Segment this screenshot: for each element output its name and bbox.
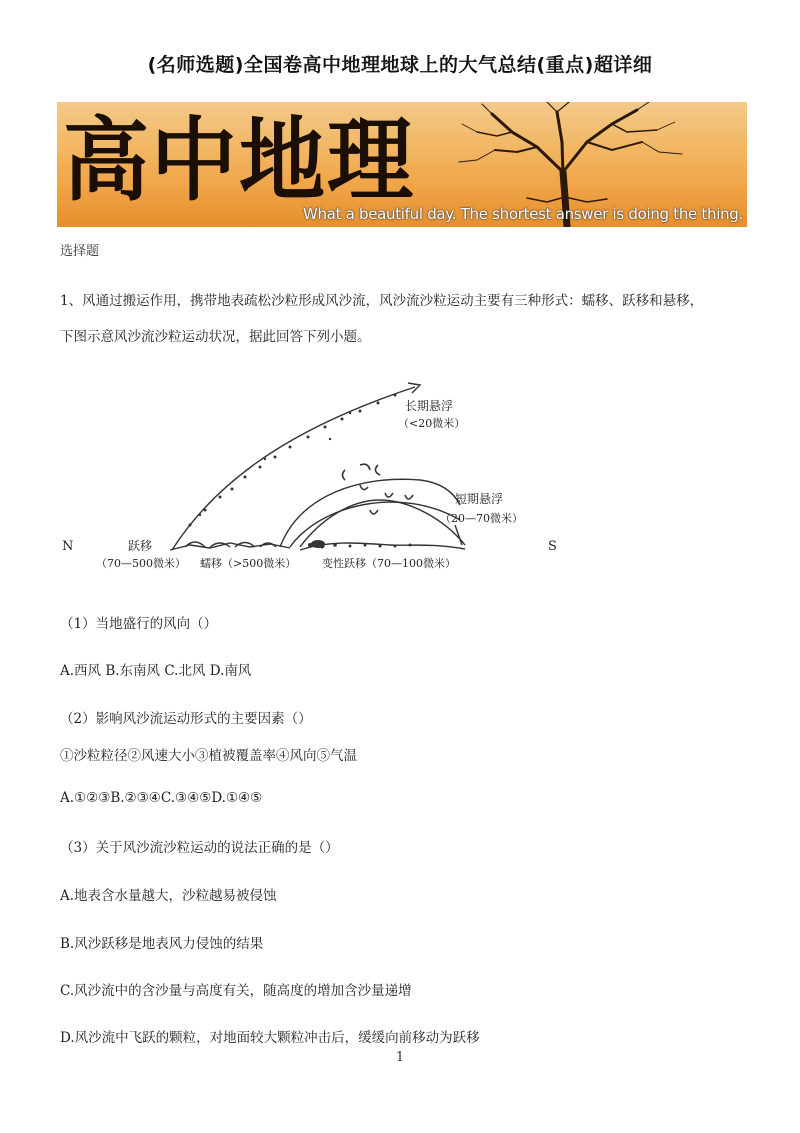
south-label: S	[548, 539, 557, 554]
sub3-option-d: D.风沙流中飞跃的颗粒，对地面较大颗粒冲击后，缓缓向前移动为跃移	[60, 1030, 480, 1046]
page-number: 1	[395, 1050, 405, 1065]
saltation-size: （70—500微米）	[96, 557, 186, 570]
section-label: 选择题	[60, 244, 100, 259]
sub3-option-a: A.地表含水量越大，沙粒越易被侵蚀	[60, 888, 277, 904]
north-label: N	[62, 539, 74, 554]
question-intro-line2: 下图示意风沙流沙粒运动状况，据此回答下列小题。	[60, 329, 371, 345]
modified-saltation-label: 变性跃移（70—100微米）	[322, 557, 456, 570]
banner-slogan: What a beautiful day. The shortest answer is doing the thing.	[302, 205, 743, 223]
banner-heading: 高中地理	[63, 107, 415, 214]
short-suspension-label: 短期悬浮	[455, 492, 504, 506]
sub2-stem: （2）影响风沙流运动形式的主要因素（）	[60, 711, 312, 727]
long-suspension-size: （<20微米）	[398, 417, 466, 430]
header-banner	[57, 102, 747, 227]
page-title: (名师选题)全国卷高中地理地球上的大气总结(重点)超详细	[147, 54, 653, 76]
sub2-factors: ①沙粒粒径②风速大小③植被覆盖率④风向⑤气温	[60, 748, 357, 764]
long-suspension-label: 长期悬浮	[405, 399, 454, 413]
creep-label: 蠕移（>500微米）	[200, 557, 297, 570]
saltation-label: 跃移	[128, 539, 153, 553]
sub3-option-c: C.风沙流中的含沙量与高度有关，随高度的增加含沙量递增	[60, 983, 412, 999]
short-suspension-size: （20—70微米）	[440, 512, 523, 525]
sub3-stem: （3）关于风沙流沙粒运动的说法正确的是（）	[60, 840, 339, 856]
sub1-options: A.西风 B.东南风 C.北风 D.南风	[60, 663, 252, 679]
sub1-stem: （1）当地盛行的风向（）	[60, 616, 218, 632]
sub2-options: A.①②③B.②③④C.③④⑤D.①④⑤	[60, 790, 263, 806]
sand-movement-diagram	[60, 355, 560, 580]
sub3-option-b: B.风沙跃移是地表风力侵蚀的结果	[60, 936, 264, 952]
question-intro-line1: 1、风通过搬运作用，携带地表疏松沙粒形成风沙流，风沙流沙粒运动主要有三种形式：蠕移、跃移和悬移，	[60, 293, 704, 309]
sand-particles	[189, 394, 412, 549]
